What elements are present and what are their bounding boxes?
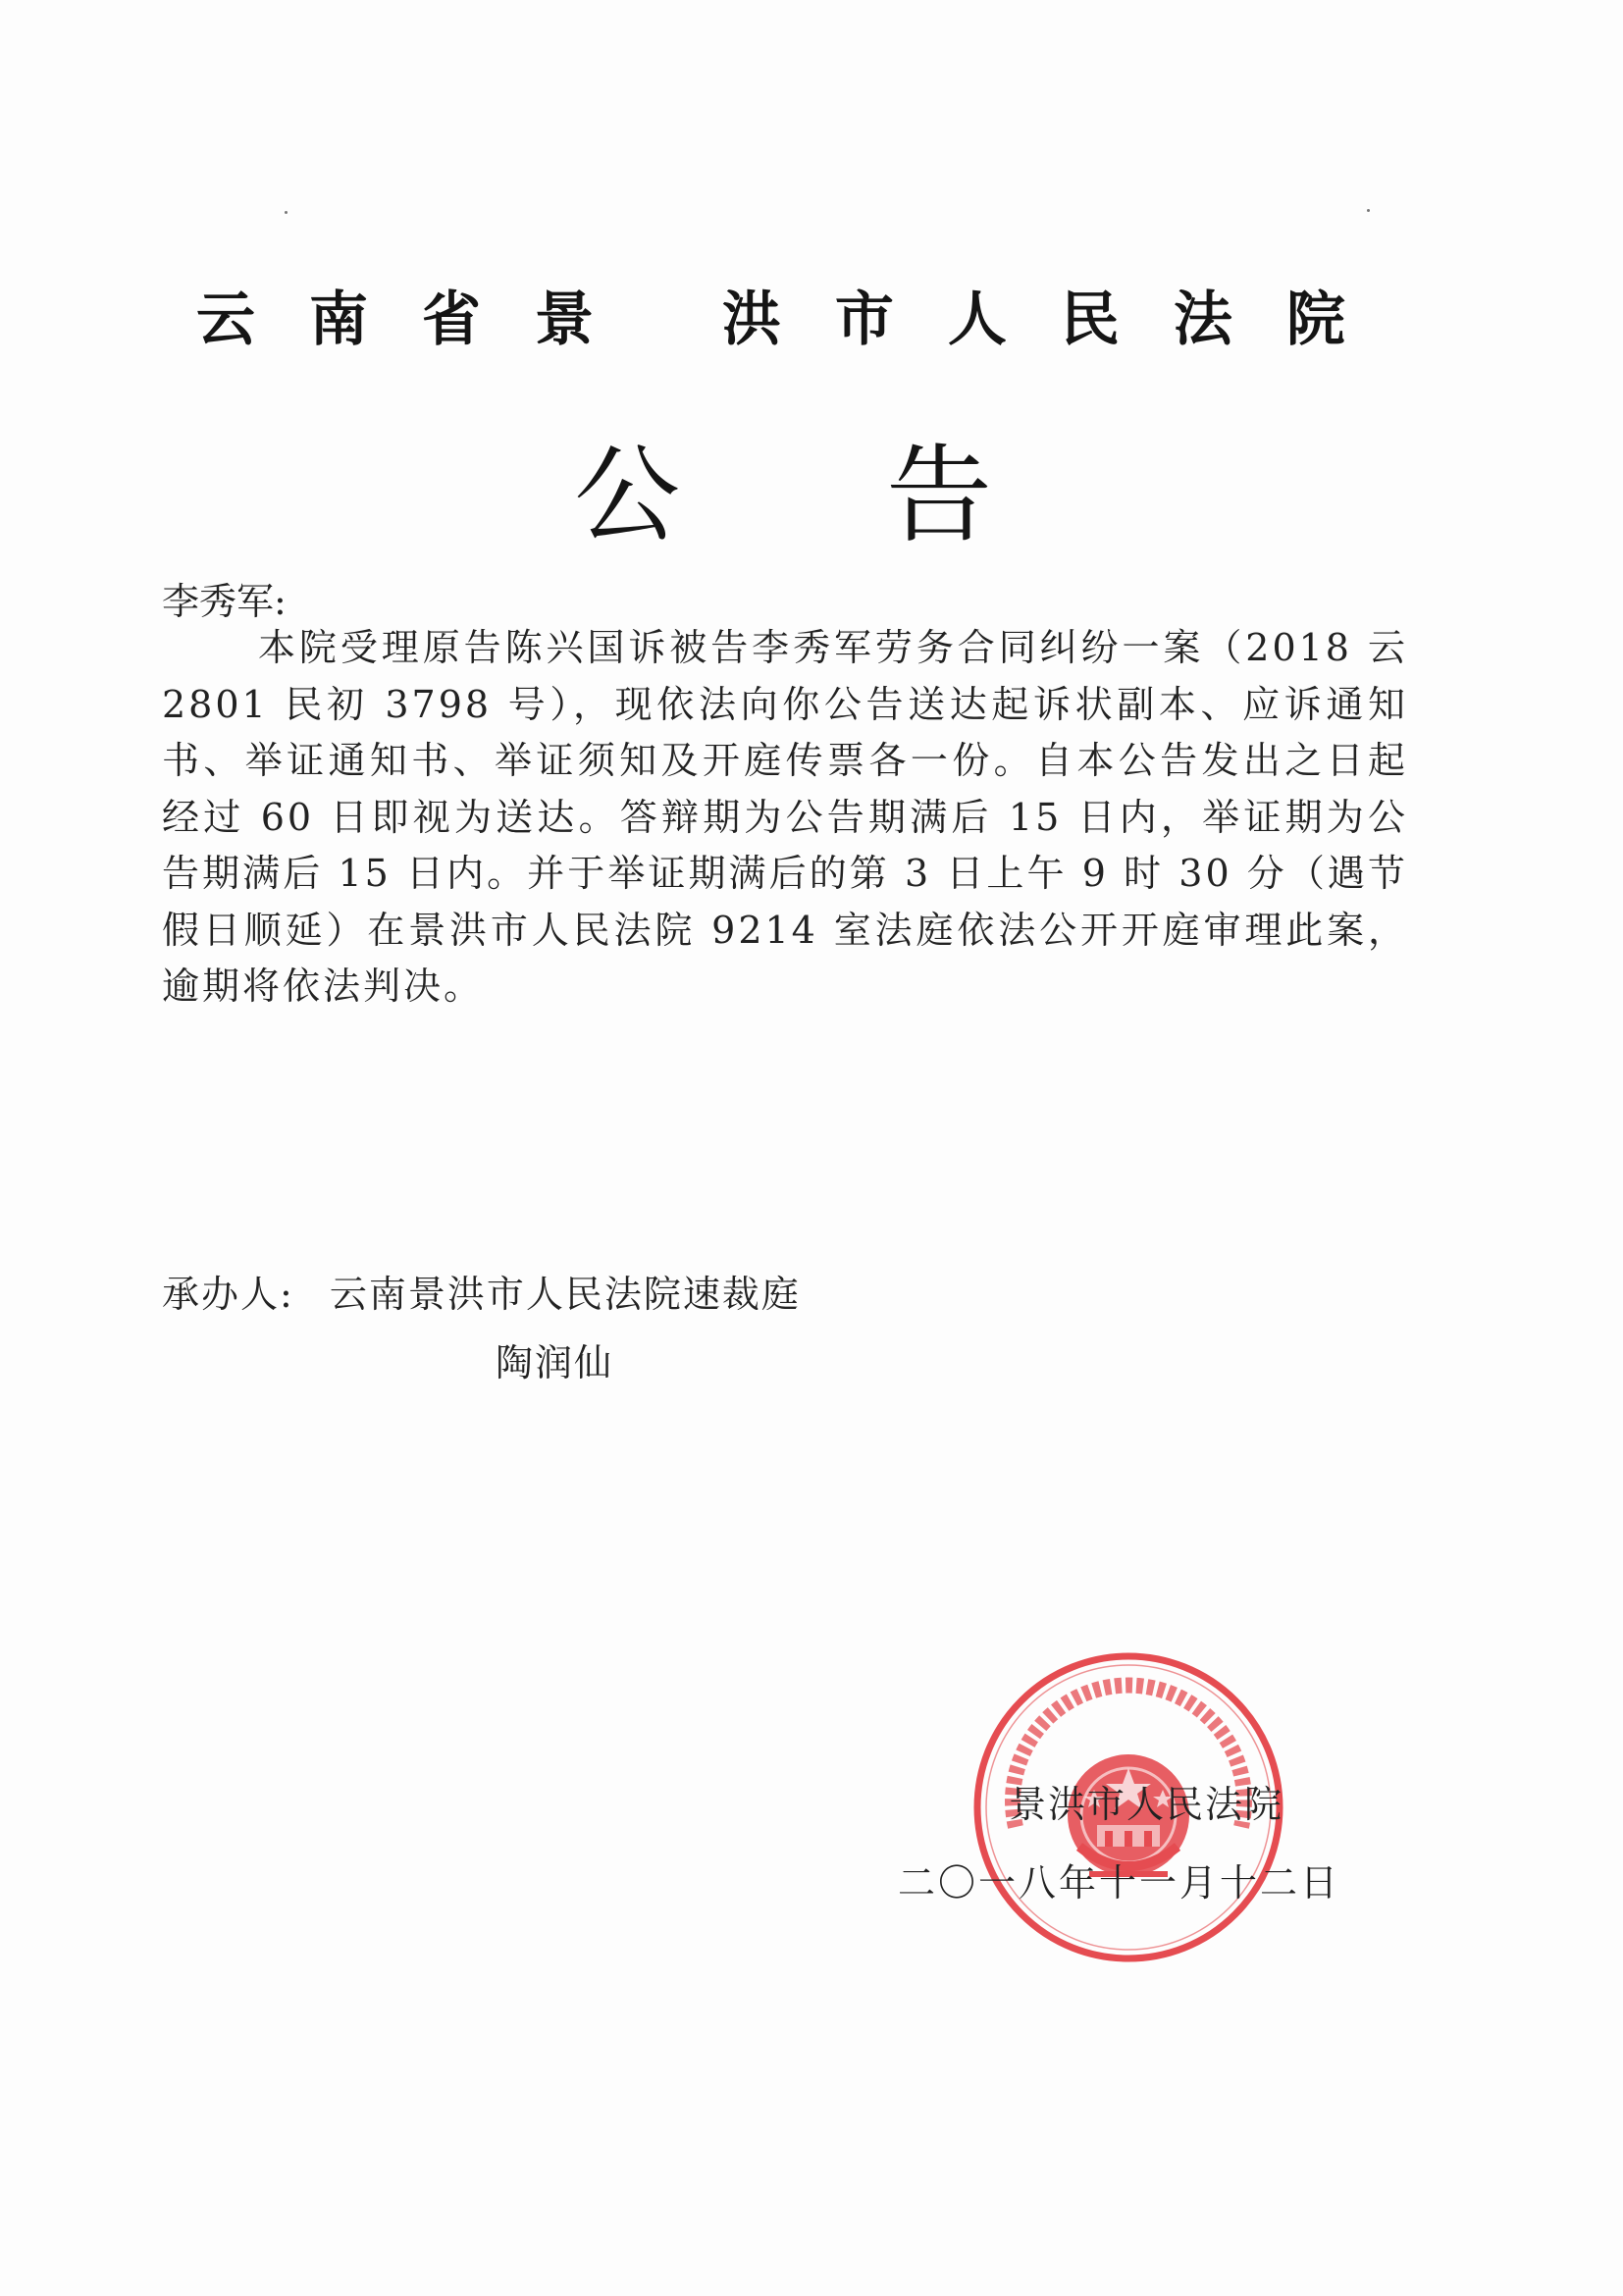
scan-speck xyxy=(1367,209,1370,212)
scan-speck xyxy=(285,211,288,214)
court-name-heading: 云南省景 洪市人民法院 xyxy=(196,286,1399,354)
handler-line xyxy=(162,1264,801,1318)
addressee: 李秀军: xyxy=(162,580,287,623)
notice-title: 公告 xyxy=(574,435,1199,557)
handler-department: 云南景洪市人民法院速裁庭 xyxy=(329,1273,801,1316)
notice-body: 本院受理原告陈兴国诉被告李秀军劳务合同纠纷一案（2018 云 2801 民初 3798 号），现依法向你公告送达起诉状副本、应诉通知书、举证通知书、举证须知及开庭传票各一份。自本公告发出之日起经过 60 日即视为送达。答辩期为公告期满后 15 日内，举证期为公告期满后 15 日内。并于举证期满后的第 3 日上午 9 时 30 分（遇节假日顺延）在景洪市人民法院 9214 室法庭依法公开开庭审理此案，逾期将依法判决。 xyxy=(162,626,1408,1008)
handler-label: 承办人: xyxy=(162,1273,294,1316)
signature-court: 景洪市人民法院 xyxy=(1009,1783,1284,1826)
signature-date: 二〇一八年十一月十二日 xyxy=(898,1861,1341,1905)
handler-name: 陶润仙 xyxy=(496,1341,614,1384)
